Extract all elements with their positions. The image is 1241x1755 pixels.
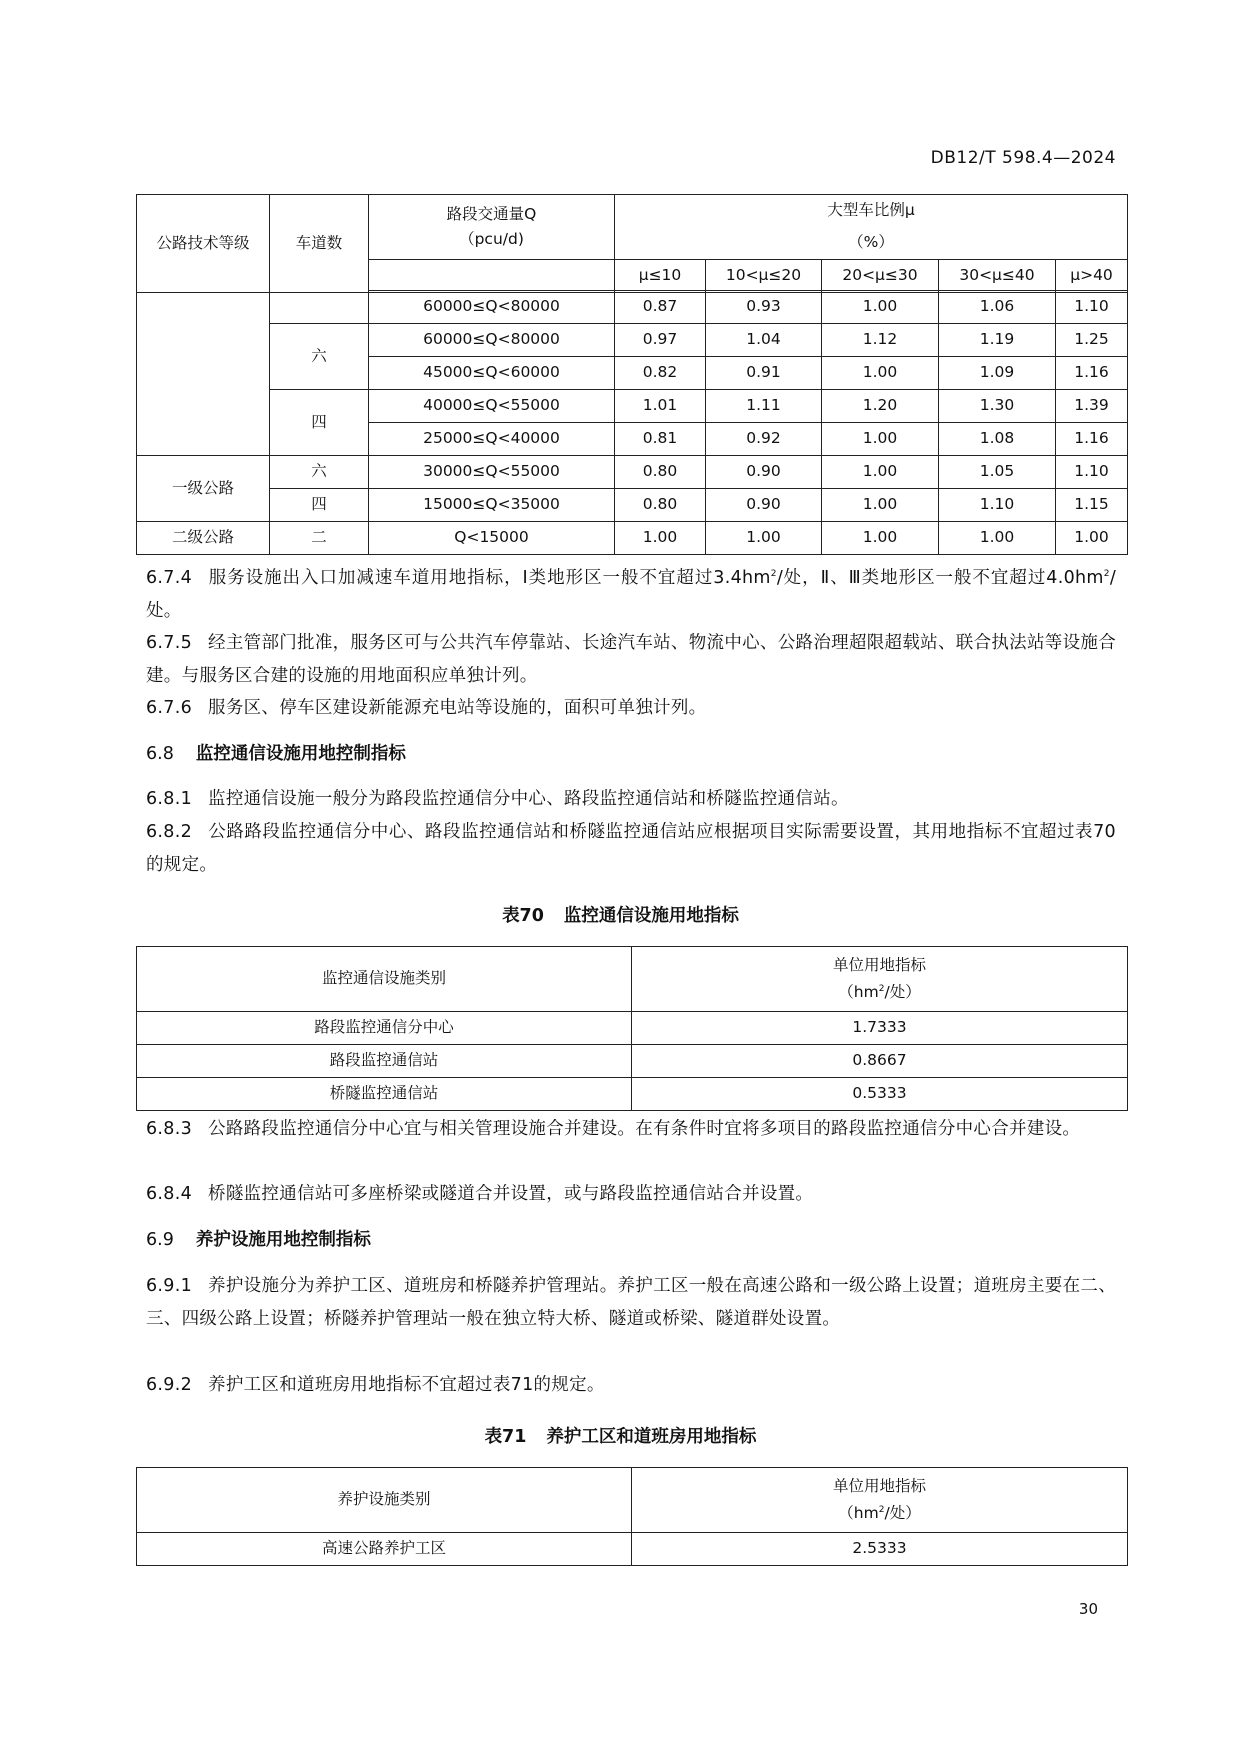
- lane-cell: 四: [270, 489, 369, 522]
- unit-text: /处）: [884, 1504, 921, 1522]
- value-cell: 1.00: [822, 357, 939, 390]
- clause-text: 监控通信设施一般分为路段监控通信分中心、路段监控通信站和桥隧监控通信站。: [208, 789, 849, 809]
- table-header: 养护设施类别: [137, 1468, 632, 1533]
- table-row: [137, 1012, 1128, 1045]
- unit-text: /处）: [884, 983, 921, 1001]
- section-6-8-heading: [146, 740, 406, 765]
- table-row: [137, 456, 1128, 489]
- clause-6-8-3: [146, 1113, 1116, 1146]
- value-cell: 1.7333: [632, 1012, 1128, 1045]
- grade-cell: 二级公路: [137, 522, 270, 555]
- clause-6-7-6: [146, 692, 1116, 725]
- section-title: 监控通信设施用地控制指标: [195, 744, 406, 764]
- section-6-9-heading: [146, 1226, 371, 1251]
- value-cell: 1.00: [822, 423, 939, 456]
- table-70-caption: [0, 902, 1241, 927]
- coefficient-table: [136, 194, 1128, 293]
- clause-text: 经主管部门批准，服务区可与公共汽车停靠站、长途汽车站、物流中心、公路治理超限超载站、联合执法站等设施合建。与服务区合建的设施的用地面积应单独计列。: [146, 633, 1116, 686]
- value-cell: 1.00: [822, 489, 939, 522]
- table-title: 养护工区和道班房用地指标: [546, 1427, 757, 1447]
- grade-cell-continued: [137, 291, 270, 456]
- clause-text: 桥隧监控通信站可多座桥梁或隧道合并设置，或与路段监控通信站合并设置。: [208, 1184, 814, 1204]
- value-cell: 1.15: [1056, 489, 1128, 522]
- section-number: 6.8: [146, 744, 174, 764]
- lane-cell: 二: [270, 522, 369, 555]
- clause-number: 6.9.1: [146, 1276, 193, 1296]
- header-label: 单位用地指标: [832, 1476, 926, 1495]
- value-cell: 0.8667: [632, 1045, 1128, 1078]
- value-cell: 1.00: [706, 522, 822, 555]
- clause-number: 6.9.2: [146, 1375, 193, 1395]
- clause-text: 养护设施分为养护工区、道班房和桥隧养护管理站。养护工区一般在高速公路和一级公路上设置；道班房主要在二、三、四级公路上设置；桥隧养护管理站一般在独立特大桥、隧道或桥梁、隧道群处设置。: [146, 1276, 1116, 1329]
- value-cell: 1.00: [822, 291, 939, 324]
- header-ratio: 大型车比例μ: [615, 195, 1128, 228]
- header-traffic-unit: （pcu/d): [459, 230, 524, 248]
- value-cell: 1.30: [939, 390, 1056, 423]
- table-title: 监控通信设施用地指标: [563, 906, 739, 926]
- traffic-cell: 40000≤Q<55000: [369, 390, 615, 423]
- clause-text: 服务设施出入口加减速车道用地指标，Ⅰ类地形区一般不宜超过3.4hm: [208, 568, 771, 588]
- value-cell: 1.10: [1056, 291, 1128, 324]
- clause-6-7-4: [146, 562, 1116, 628]
- superscript: 2: [770, 569, 777, 580]
- clause-text: 公路路段监控通信分中心、路段监控通信站和桥隧监控通信站应根据项目实际需要设置，其用地指标不宜超过表70的规定。: [146, 822, 1116, 875]
- value-cell: 1.16: [1056, 423, 1128, 456]
- header-ratio-unit: （%）: [615, 227, 1128, 260]
- value-cell: 0.91: [706, 357, 822, 390]
- lane-cell: 六: [270, 456, 369, 489]
- value-cell: 1.00: [939, 522, 1056, 555]
- value-cell: 1.19: [939, 324, 1056, 357]
- table-header: [632, 947, 1128, 1012]
- clause-number: 6.7.5: [146, 633, 193, 653]
- value-cell: 1.01: [615, 390, 706, 423]
- lane-cell-continued: [270, 291, 369, 324]
- header-traffic-label: 路段交通量Q: [446, 204, 537, 223]
- value-cell: 1.10: [1056, 456, 1128, 489]
- facility-cell: 路段监控通信站: [137, 1045, 632, 1078]
- clause-number: 6.8.2: [146, 822, 193, 842]
- value-cell: 1.12: [822, 324, 939, 357]
- facility-cell: 路段监控通信分中心: [137, 1012, 632, 1045]
- table-header: 监控通信设施类别: [137, 947, 632, 1012]
- lane-cell: 四: [270, 390, 369, 456]
- clause-text: /处，Ⅱ、Ⅲ类地形区一般不宜超过4.0hm: [776, 568, 1104, 588]
- value-cell: 1.08: [939, 423, 1056, 456]
- value-cell: 0.5333: [632, 1078, 1128, 1111]
- header-traffic-spacer: [369, 260, 615, 293]
- value-cell: 0.90: [706, 489, 822, 522]
- header-traffic: [369, 195, 615, 260]
- clause-6-8-2: [146, 816, 1116, 882]
- clause-6-8-4: [146, 1178, 1116, 1211]
- page-number: 30: [1078, 1600, 1098, 1618]
- superscript: 2: [878, 983, 885, 994]
- table-row: [137, 1078, 1128, 1111]
- table-71: [136, 1467, 1128, 1566]
- value-cell: 1.06: [939, 291, 1056, 324]
- table-header: [632, 1468, 1128, 1533]
- traffic-cell: Q<15000: [369, 522, 615, 555]
- clause-6-9-2: [146, 1369, 1116, 1402]
- value-cell: 0.82: [615, 357, 706, 390]
- value-cell: 1.04: [706, 324, 822, 357]
- traffic-cell: 60000≤Q<80000: [369, 291, 615, 324]
- ratio-col-2: 10<μ≤20: [706, 260, 822, 293]
- value-cell: 1.00: [822, 522, 939, 555]
- value-cell: 0.93: [706, 291, 822, 324]
- traffic-cell: 60000≤Q<80000: [369, 324, 615, 357]
- header-grade: 公路技术等级: [137, 195, 270, 293]
- table-71-caption: [0, 1423, 1241, 1448]
- traffic-cell: 15000≤Q<35000: [369, 489, 615, 522]
- value-cell: 0.87: [615, 291, 706, 324]
- value-cell: 1.10: [939, 489, 1056, 522]
- document-id: DB12/T 598.4—2024: [930, 148, 1116, 168]
- table-70: [136, 946, 1128, 1111]
- clause-number: 6.8.1: [146, 789, 193, 809]
- table-row: [137, 1045, 1128, 1078]
- table-row: [137, 324, 1128, 357]
- table-row: [137, 1533, 1128, 1566]
- ratio-col-4: 30<μ≤40: [939, 260, 1056, 293]
- value-cell: 1.25: [1056, 324, 1128, 357]
- header-lanes: 车道数: [270, 195, 369, 293]
- clause-text: 公路路段监控通信分中心宜与相关管理设施合并建设。在有条件时宜将多项目的路段监控通信分中心合并建设。: [208, 1119, 1081, 1139]
- clause-6-9-1: [146, 1270, 1116, 1336]
- clause-number: 6.7.4: [146, 568, 193, 588]
- ratio-col-5: μ>40: [1056, 260, 1128, 293]
- lane-cell: 六: [270, 324, 369, 390]
- value-cell: 1.39: [1056, 390, 1128, 423]
- value-cell: 1.16: [1056, 357, 1128, 390]
- traffic-cell: 25000≤Q<40000: [369, 423, 615, 456]
- clause-number: 6.7.6: [146, 698, 193, 718]
- value-cell: 1.11: [706, 390, 822, 423]
- value-cell: 1.20: [822, 390, 939, 423]
- table-row: [137, 489, 1128, 522]
- value-cell: 1.05: [939, 456, 1056, 489]
- table-number: 表71: [484, 1427, 527, 1447]
- header-unit: [632, 983, 1127, 1002]
- table-number: 表70: [502, 906, 544, 926]
- clause-number: 6.8.4: [146, 1184, 193, 1204]
- clause-text: 服务区、停车区建设新能源充电站等设施的，面积可单独计列。: [208, 698, 707, 718]
- traffic-cell: 45000≤Q<60000: [369, 357, 615, 390]
- value-cell: 0.80: [615, 489, 706, 522]
- header-label: 单位用地指标: [832, 955, 926, 974]
- table-row: [137, 291, 1128, 324]
- header-unit: [632, 1504, 1127, 1523]
- value-cell: 0.80: [615, 456, 706, 489]
- section-number: 6.9: [146, 1230, 174, 1250]
- clause-number: 6.8.3: [146, 1119, 193, 1139]
- facility-cell: 桥隧监控通信站: [137, 1078, 632, 1111]
- clause-6-8-1: [146, 783, 1116, 816]
- value-cell: 1.09: [939, 357, 1056, 390]
- value-cell: 0.81: [615, 423, 706, 456]
- traffic-cell: 30000≤Q<55000: [369, 456, 615, 489]
- superscript: 2: [878, 1504, 885, 1515]
- clause-text: /处。: [146, 568, 1117, 621]
- coefficient-table-body: [136, 290, 1128, 555]
- table-row: [137, 390, 1128, 423]
- unit-text: （hm: [838, 1504, 879, 1522]
- value-cell: 1.00: [1056, 522, 1128, 555]
- ratio-col-1: μ≤10: [615, 260, 706, 293]
- value-cell: 0.92: [706, 423, 822, 456]
- section-title: 养护设施用地控制指标: [195, 1230, 371, 1250]
- clause-6-7-5: [146, 627, 1116, 693]
- grade-cell: 一级公路: [137, 456, 270, 522]
- superscript: 2: [1103, 569, 1110, 580]
- clause-text: 养护工区和道班房用地指标不宜超过表71的规定。: [208, 1375, 605, 1395]
- unit-text: （hm: [838, 983, 879, 1001]
- table-row: [137, 522, 1128, 555]
- value-cell: 0.90: [706, 456, 822, 489]
- facility-cell: 高速公路养护工区: [137, 1533, 632, 1566]
- value-cell: 1.00: [822, 456, 939, 489]
- value-cell: 2.5333: [632, 1533, 1128, 1566]
- value-cell: 1.00: [615, 522, 706, 555]
- value-cell: 0.97: [615, 324, 706, 357]
- ratio-col-3: 20<μ≤30: [822, 260, 939, 293]
